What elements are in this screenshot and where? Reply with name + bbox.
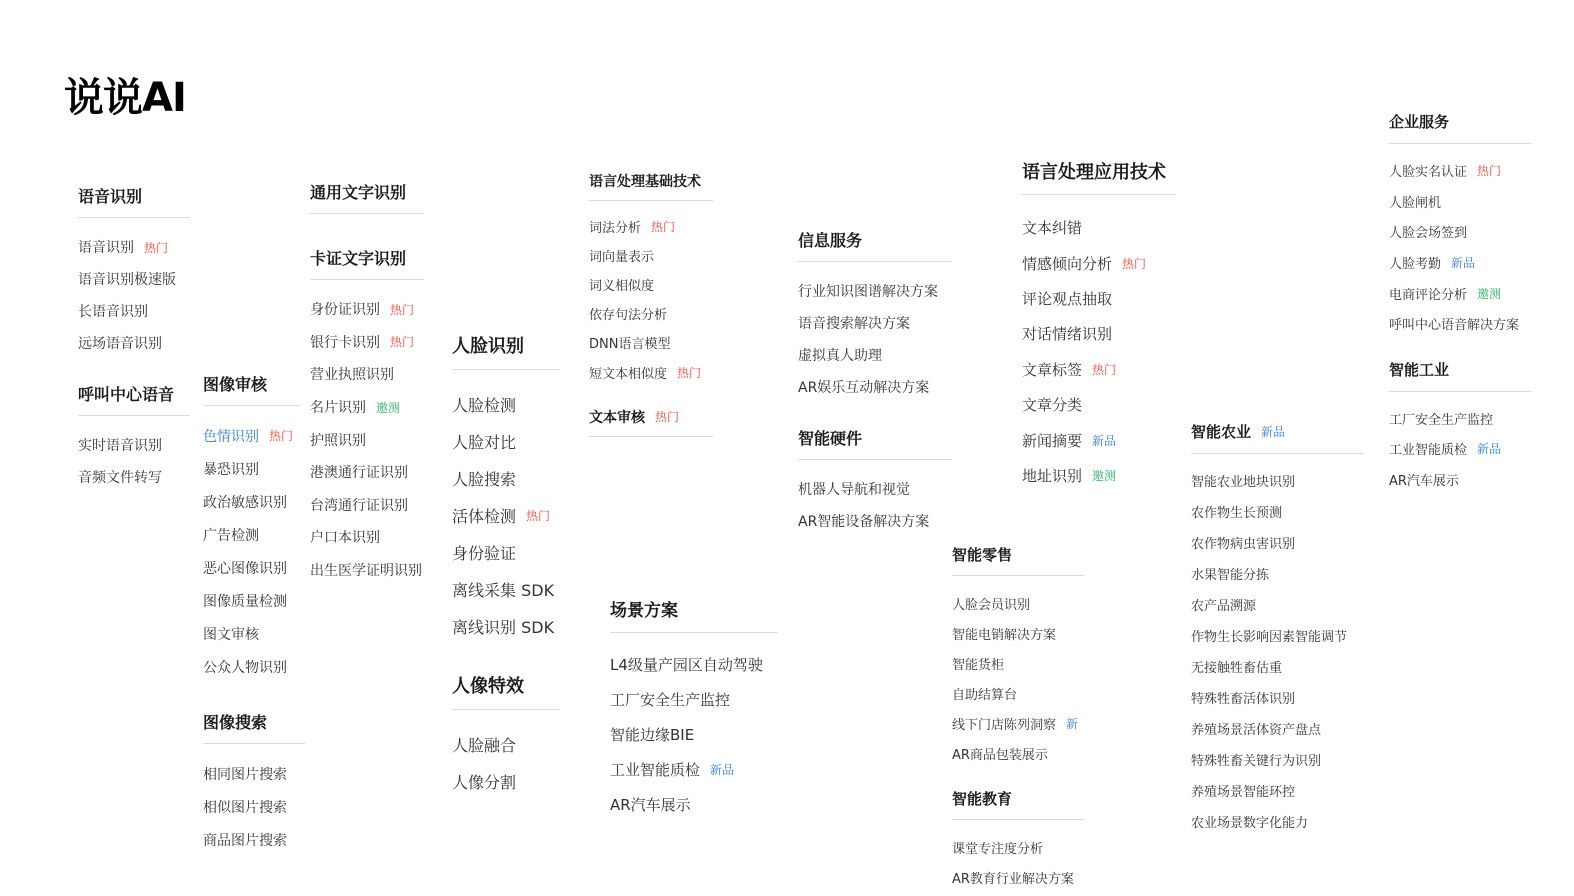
section-item-list: [952, 576, 1084, 768]
menu-item-badge: 热门: [1092, 362, 1117, 377]
menu-item-label: 护照识别: [310, 432, 366, 449]
menu-item-label: AR汽车展示: [1389, 473, 1459, 489]
menu-item-link[interactable]: [1191, 775, 1363, 806]
menu-item-label: 人像分割: [452, 773, 517, 792]
menu-section-info: [798, 218, 952, 403]
menu-item-link[interactable]: [798, 371, 952, 403]
menu-item-link[interactable]: [1389, 155, 1531, 186]
section-item-list: [589, 437, 713, 448]
section-heading: [203, 700, 305, 744]
section-item-list: [798, 460, 952, 537]
menu-item-label: 新闻摘要: [1022, 431, 1083, 450]
menu-item-link[interactable]: [798, 473, 952, 505]
menu-item-badge: 热门: [1122, 256, 1147, 271]
menu-item-badge: 热门: [390, 335, 415, 350]
section-heading-label: 信息服务: [798, 231, 863, 250]
section-item-list: [798, 262, 952, 403]
menu-item-link[interactable]: [1191, 620, 1363, 651]
menu-section-enterprise: [1389, 100, 1531, 339]
menu-item-link[interactable]: [589, 299, 713, 328]
menu-item-link[interactable]: [310, 521, 424, 554]
menu-item-label: AR智能设备解决方案: [798, 514, 930, 530]
section-heading-label: 智能零售: [952, 546, 1013, 564]
menu-item-label: 特殊牲畜活体识别: [1191, 692, 1296, 707]
section-heading-label: 语言处理应用技术: [1022, 161, 1166, 183]
menu-section-card-ocr: [310, 236, 424, 586]
menu-item-label: 地址识别: [1022, 466, 1083, 485]
menu-item-badge: 新品: [710, 763, 735, 777]
menu-item-label: 情感倾向分析: [1022, 254, 1113, 273]
menu-item-link[interactable]: [589, 241, 713, 270]
menu-item-link[interactable]: [310, 554, 424, 587]
menu-item-badge: 新品: [1092, 433, 1117, 448]
menu-item-badge: 邀测: [1092, 468, 1117, 483]
menu-item-label: 长语音识别: [78, 304, 148, 320]
section-heading: [798, 218, 952, 262]
menu-section-text-review: [589, 397, 713, 448]
menu-item-label: 广告检测: [203, 527, 259, 544]
menu-item-label: 虚拟真人助理: [798, 348, 882, 364]
menu-item-link[interactable]: [1022, 245, 1176, 280]
menu-item-label: L4级量产园区自动驾驶: [610, 656, 763, 674]
menu-item-label: AR商品包装展示: [952, 747, 1048, 763]
menu-item-label: 身份验证: [452, 544, 517, 563]
section-heading: [78, 174, 190, 218]
menu-item-label: 商品图片搜索: [203, 832, 287, 849]
menu-item-label: 农作物病虫害识别: [1191, 537, 1296, 552]
menu-item-link[interactable]: [1022, 352, 1176, 387]
menu-item-link[interactable]: [798, 307, 952, 339]
menu-item-label: 语音识别: [78, 240, 134, 256]
menu-item-link[interactable]: [952, 648, 1084, 678]
menu-item-label: 智能边缘BIE: [610, 726, 695, 744]
section-item-list: [1191, 454, 1363, 837]
menu-item-label: 特殊牲畜关键行为识别: [1191, 754, 1322, 769]
menu-item-label: 营业执照识别: [310, 367, 394, 384]
menu-item-link[interactable]: [203, 823, 305, 856]
menu-item-link[interactable]: [310, 293, 424, 326]
section-heading: [310, 236, 424, 280]
section-heading-label: 呼叫中心语音: [78, 385, 175, 404]
menu-item-label: 词向量表示: [589, 250, 655, 266]
menu-item-link[interactable]: [1191, 744, 1363, 775]
section-heading-label: 语音识别: [78, 187, 143, 206]
menu-item-label: 户口本识别: [310, 530, 380, 547]
section-heading: [589, 397, 713, 437]
menu-item-link[interactable]: [452, 497, 560, 534]
section-heading-label: 场景方案: [610, 601, 678, 621]
menu-item-label: 无接触牲畜估重: [1191, 661, 1283, 676]
section-heading-label: 文本审核: [589, 409, 645, 426]
menu-item-label: 课堂专注度分析: [952, 841, 1044, 857]
menu-item-label: 人脸会员识别: [952, 597, 1031, 613]
menu-item-link[interactable]: [952, 738, 1084, 768]
menu-item-link[interactable]: [310, 358, 424, 391]
menu-item-label: 工业智能质检: [610, 761, 701, 779]
section-heading-label: 智能硬件: [798, 429, 863, 448]
menu-item-link[interactable]: [452, 386, 560, 423]
menu-section-hardware: [798, 416, 952, 537]
menu-item-label: 语音识别极速版: [78, 272, 176, 288]
menu-item-label: 线下门店陈列洞察: [952, 717, 1057, 733]
menu-section-scene: [610, 585, 778, 822]
section-heading: [798, 416, 952, 460]
menu-item-link[interactable]: [203, 452, 301, 485]
menu-item-label: 台湾通行证识别: [310, 497, 408, 514]
section-item-list: [589, 201, 713, 387]
menu-item-link[interactable]: [1389, 464, 1531, 495]
menu-item-label: 图像质量检测: [203, 594, 287, 611]
menu-item-label: 智能货柜: [952, 657, 1005, 673]
menu-item-link[interactable]: [452, 571, 560, 608]
menu-item-label: 词法分析: [589, 221, 642, 237]
menu-item-link[interactable]: [1191, 806, 1363, 837]
menu-item-label: 工厂安全生产监控: [610, 691, 731, 709]
section-item-list: [203, 744, 305, 856]
menu-item-label: 养殖场景活体资产盘点: [1191, 723, 1322, 738]
menu-item-link[interactable]: [452, 423, 560, 460]
menu-item-label: 身份证识别: [310, 302, 380, 319]
menu-item-link[interactable]: [798, 505, 952, 537]
menu-item-label: 农业场景数字化能力: [1191, 816, 1309, 831]
page-title: 说说AI: [64, 75, 186, 121]
menu-item-label: 人脸搜索: [452, 470, 517, 489]
menu-item-label: 实时语音识别: [78, 438, 162, 454]
section-heading-label: 人像特效: [452, 675, 524, 697]
menu-item-label: 词义相似度: [589, 279, 655, 295]
section-heading-label: 智能教育: [952, 790, 1013, 808]
section-heading: [78, 372, 190, 416]
menu-section-nlp-basic: [589, 161, 713, 387]
menu-item-label: 人脸考勤: [1389, 256, 1442, 272]
menu-item-badge: 热门: [1477, 163, 1502, 178]
menu-item-badge: 邀测: [1477, 286, 1502, 301]
menu-section-ocr: [310, 170, 424, 227]
menu-item-link[interactable]: [310, 326, 424, 359]
menu-item-label: 短文本相似度: [589, 366, 668, 382]
menu-item-label: 工厂安全生产监控: [1389, 412, 1494, 428]
menu-item-label: 工业智能质检: [1389, 443, 1468, 459]
section-badge: 新品: [1261, 425, 1286, 439]
menu-section-callcenter: [78, 372, 190, 493]
section-item-list: [310, 214, 424, 227]
menu-item-label: 离线采集 SDK: [452, 581, 555, 600]
menu-item-link[interactable]: [203, 485, 301, 518]
menu-item-link[interactable]: [203, 618, 301, 651]
menu-item-label: 恶心图像识别: [203, 560, 287, 577]
menu-item-link[interactable]: [1022, 387, 1176, 422]
section-item-list: [78, 416, 190, 493]
menu-item-badge: 热门: [651, 220, 676, 235]
menu-item-label: AR娱乐互动解决方案: [798, 380, 930, 396]
menu-item-link[interactable]: [589, 328, 713, 357]
menu-item-label: AR教育行业解决方案: [952, 871, 1074, 887]
menu-item-label: 远场语音识别: [78, 336, 162, 352]
section-item-list: [78, 218, 190, 359]
menu-item-label: 作物生长影响因素智能调节: [1191, 630, 1348, 645]
menu-item-badge: 热门: [677, 365, 702, 380]
section-heading-label: 智能农业: [1191, 423, 1252, 441]
menu-item-label: 离线识别 SDK: [452, 618, 555, 637]
menu-item-label: 评论观点抽取: [1022, 289, 1113, 308]
section-heading: [1389, 348, 1531, 392]
menu-item-link[interactable]: [1191, 465, 1363, 496]
menu-item-link[interactable]: [589, 270, 713, 299]
menu-item-link[interactable]: [1191, 496, 1363, 527]
menu-section-image-review: [203, 362, 301, 684]
menu-section-face: [452, 320, 560, 645]
menu-section-retail: [952, 534, 1084, 768]
menu-item-link[interactable]: [952, 862, 1084, 892]
menu-item-label: 电商评论分析: [1389, 287, 1468, 303]
menu-item-link[interactable]: [1191, 589, 1363, 620]
menu-item-link[interactable]: [589, 212, 713, 241]
menu-item-label: 政治敏感识别: [203, 494, 287, 511]
menu-item-badge: 新品: [1477, 442, 1502, 457]
menu-item-link[interactable]: [310, 456, 424, 489]
section-heading-label: 人脸识别: [452, 335, 524, 357]
menu-item-label: 港澳通行证识别: [310, 465, 408, 482]
menu-item-link[interactable]: [1191, 682, 1363, 713]
menu-item-link[interactable]: [798, 275, 952, 307]
menu-item-link[interactable]: [1191, 651, 1363, 682]
menu-item-link[interactable]: [798, 339, 952, 371]
menu-item-link[interactable]: [1191, 527, 1363, 558]
menu-item-label: 公众人物识别: [203, 660, 287, 677]
section-heading: [610, 585, 778, 633]
menu-section-education: [952, 778, 1084, 892]
menu-item-badge: 新: [1066, 716, 1079, 731]
menu-item-label: 出生医学证明识别: [310, 563, 422, 580]
menu-item-link[interactable]: [610, 787, 778, 822]
menu-item-link[interactable]: [610, 682, 778, 717]
section-heading: [452, 320, 560, 370]
menu-item-badge: 邀测: [376, 400, 401, 415]
menu-item-link[interactable]: [78, 429, 190, 461]
menu-item-label: 名片识别: [310, 400, 366, 417]
section-item-list: [310, 280, 424, 586]
menu-item-link[interactable]: [952, 588, 1084, 618]
menu-item-link[interactable]: [203, 790, 305, 823]
section-heading-label: 图像搜索: [203, 713, 268, 732]
section-heading: [1191, 410, 1363, 454]
menu-item-label: DNN语言模型: [589, 337, 671, 353]
menu-item-badge: 新品: [1451, 255, 1476, 270]
menu-item-link[interactable]: [452, 534, 560, 571]
menu-item-badge: 热门: [390, 302, 415, 317]
menu-item-link[interactable]: [952, 708, 1084, 738]
section-heading-label: 图像审核: [203, 375, 268, 394]
menu-item-label: 色情识别: [203, 428, 259, 445]
menu-item-link[interactable]: [1022, 210, 1176, 245]
menu-item-link[interactable]: [952, 678, 1084, 708]
menu-item-label: 人脸实名认证: [1389, 164, 1468, 180]
menu-item-link[interactable]: [1022, 422, 1176, 457]
menu-item-link[interactable]: [452, 608, 560, 645]
menu-item-label: 人脸会场签到: [1389, 226, 1468, 242]
menu-item-label: 呼叫中心语音解决方案: [1389, 318, 1520, 334]
menu-item-link[interactable]: [452, 726, 560, 763]
section-item-list: [452, 710, 560, 800]
menu-item-link[interactable]: [1022, 458, 1176, 493]
menu-item-link[interactable]: [1389, 186, 1531, 217]
menu-item-label: 文本纠错: [1022, 219, 1083, 238]
section-heading: [310, 170, 424, 214]
menu-item-link[interactable]: [1389, 247, 1531, 278]
menu-item-label: 银行卡识别: [310, 334, 380, 351]
menu-item-link[interactable]: [610, 647, 778, 682]
menu-item-link[interactable]: [1389, 278, 1531, 309]
menu-item-label: 活体检测: [452, 507, 517, 526]
section-item-list: [1389, 144, 1531, 339]
menu-item-label: 人脸闸机: [1389, 195, 1442, 211]
section-heading-label: 卡证文字识别: [310, 249, 407, 268]
menu-item-link[interactable]: [1389, 216, 1531, 247]
menu-item-link[interactable]: [78, 263, 190, 295]
menu-item-link[interactable]: [203, 551, 301, 584]
section-heading-label: 企业服务: [1389, 113, 1450, 131]
section-badge: 热门: [655, 410, 680, 424]
section-heading: [589, 161, 713, 201]
menu-item-label: 人脸对比: [452, 433, 517, 452]
menu-item-link[interactable]: [203, 518, 301, 551]
menu-item-label: 音频文件转写: [78, 470, 162, 486]
menu-item-label: 人脸检测: [452, 396, 517, 415]
menu-item-link[interactable]: [1191, 558, 1363, 589]
menu-item-link[interactable]: [610, 717, 778, 752]
menu-item-label: 农产品溯源: [1191, 599, 1257, 614]
menu-item-link[interactable]: [952, 618, 1084, 648]
menu-item-link[interactable]: [78, 295, 190, 327]
section-heading: [452, 660, 560, 710]
menu-item-link[interactable]: [203, 757, 305, 790]
section-heading: [203, 362, 301, 406]
menu-section-industry: [1389, 348, 1531, 495]
menu-item-label: 自助结算台: [952, 687, 1018, 703]
menu-item-link[interactable]: [952, 832, 1084, 862]
section-item-list: [952, 820, 1084, 892]
menu-item-link[interactable]: [78, 461, 190, 493]
menu-item-link[interactable]: [1389, 308, 1531, 339]
menu-item-label: 文章标签: [1022, 360, 1083, 379]
menu-item-label: 暴恐识别: [203, 461, 259, 478]
menu-item-link[interactable]: [310, 489, 424, 522]
section-item-list: [452, 370, 560, 645]
menu-item-label: 人脸融合: [452, 736, 517, 755]
menu-item-label: 文章分类: [1022, 396, 1083, 415]
menu-item-link[interactable]: [203, 651, 301, 684]
section-heading-label: 通用文字识别: [310, 183, 407, 202]
section-item-list: [203, 406, 301, 684]
menu-item-label: 养殖场景智能环控: [1191, 785, 1296, 800]
menu-section-nlp-app: [1022, 147, 1176, 493]
menu-item-link[interactable]: [1389, 434, 1531, 465]
section-heading-label: 语言处理基础技术: [589, 173, 701, 190]
menu-section-agri: [1191, 410, 1363, 837]
section-heading: [952, 778, 1084, 820]
menu-item-link[interactable]: [452, 460, 560, 497]
menu-item-link[interactable]: [1389, 403, 1531, 434]
menu-item-label: 行业知识图谱解决方案: [798, 284, 938, 300]
menu-section-speech: [78, 174, 190, 359]
menu-item-link[interactable]: [203, 584, 301, 617]
menu-item-label: 对话情绪识别: [1022, 325, 1113, 344]
menu-item-label: 语音搜索解决方案: [798, 316, 910, 332]
menu-item-link[interactable]: [310, 423, 424, 456]
menu-item-label: 机器人导航和视觉: [798, 482, 910, 498]
menu-item-label: 智能电销解决方案: [952, 627, 1057, 643]
menu-item-badge: 热门: [144, 240, 169, 255]
menu-item-badge: 热门: [269, 429, 294, 444]
menu-item-label: 相似图片搜索: [203, 799, 287, 816]
menu-item-link[interactable]: [78, 327, 190, 359]
menu-item-link[interactable]: [203, 419, 301, 452]
menu-item-link[interactable]: [1022, 281, 1176, 316]
menu-item-label: AR汽车展示: [610, 796, 691, 814]
menu-item-label: 水果智能分拣: [1191, 568, 1270, 583]
section-item-list: [610, 633, 778, 822]
menu-item-link[interactable]: [78, 231, 190, 263]
menu-item-link[interactable]: [1022, 316, 1176, 351]
menu-section-portrait: [452, 660, 560, 800]
menu-item-label: 依存句法分析: [589, 308, 668, 324]
section-heading-label: 智能工业: [1389, 361, 1450, 379]
section-item-list: [1022, 195, 1176, 493]
menu-item-label: 农作物生长预测: [1191, 506, 1283, 521]
menu-item-link[interactable]: [610, 752, 778, 787]
menu-item-link[interactable]: [310, 391, 424, 424]
section-heading: [1022, 147, 1176, 195]
menu-item-badge: 热门: [526, 509, 551, 523]
section-item-list: [1389, 392, 1531, 495]
section-heading: [1389, 100, 1531, 144]
menu-item-label: 相同图片搜索: [203, 766, 287, 783]
menu-section-image-search: [203, 700, 305, 856]
menu-item-link[interactable]: [1191, 713, 1363, 744]
menu-item-label: 智能农业地块识别: [1191, 475, 1296, 490]
menu-item-label: 图文审核: [203, 627, 259, 644]
menu-item-link[interactable]: [452, 763, 560, 800]
menu-item-link[interactable]: [589, 357, 713, 386]
section-heading: [952, 534, 1084, 576]
